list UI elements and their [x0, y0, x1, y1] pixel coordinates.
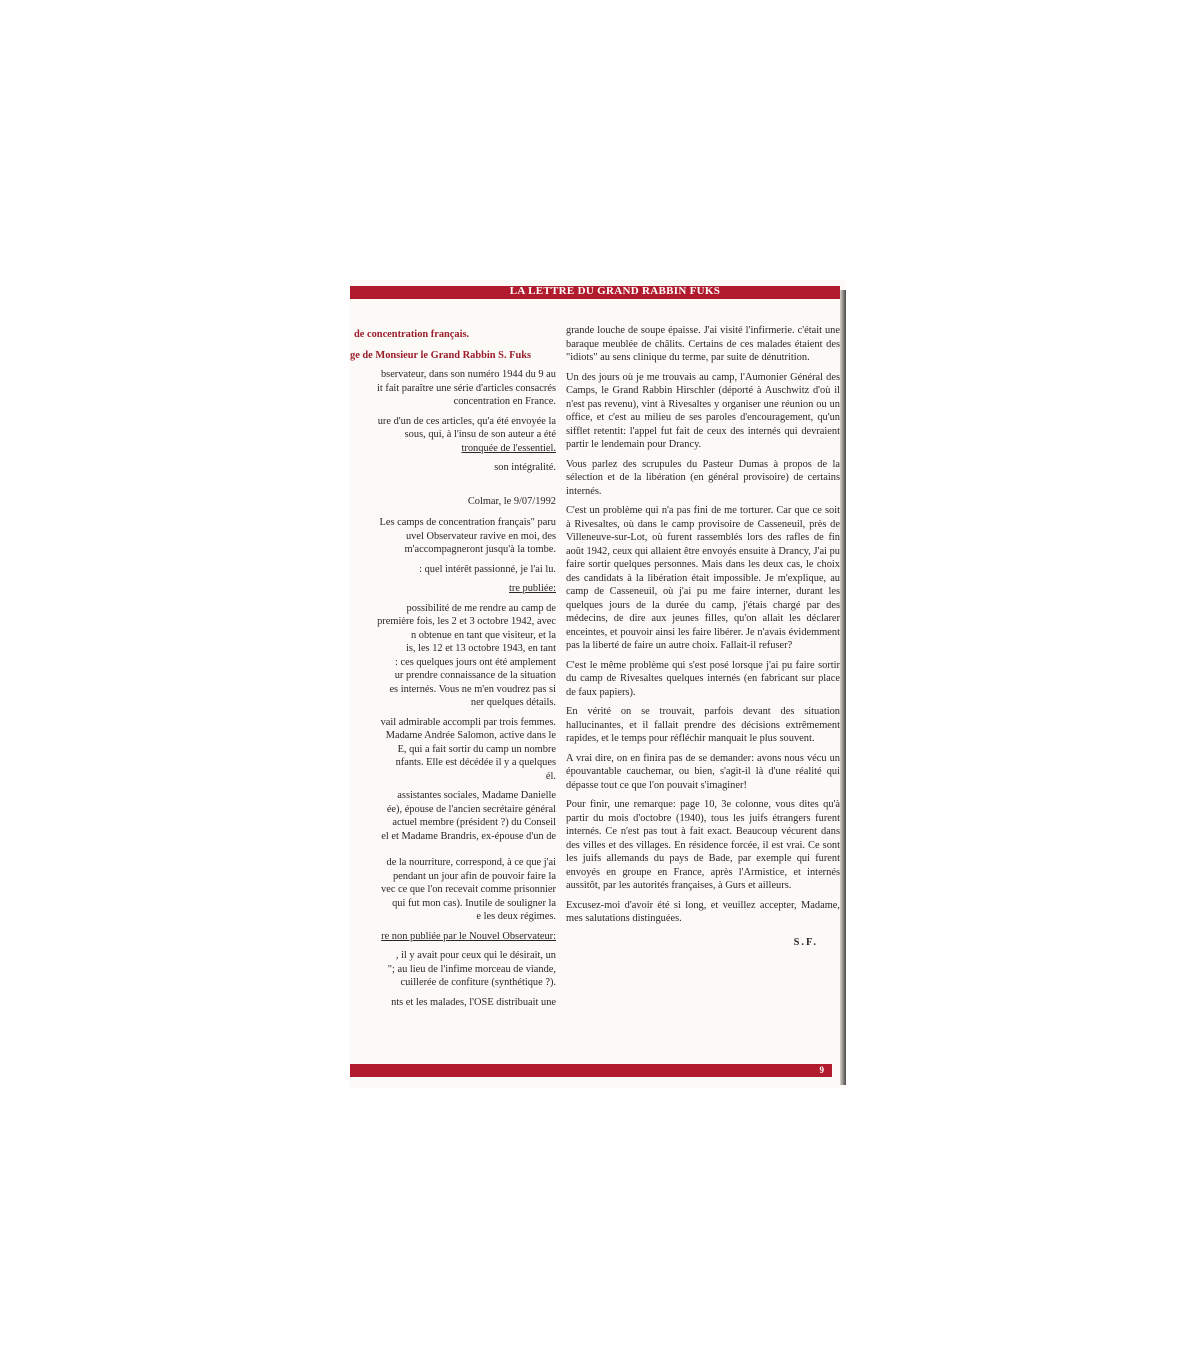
text-line: tronquée de l'essentiel. [461, 442, 556, 454]
text-line: sous, qui, à l'insu de son auteur a été [404, 429, 556, 440]
section-heading: de concentration français. [354, 329, 470, 340]
text-line: : ces quelques jours ont été amplement [394, 656, 556, 668]
text-line: actuel membre (président ?) du Conseil [392, 817, 556, 828]
text-line: son intégralité. [494, 462, 556, 473]
text-line: nts et les malades, l'OSE distribuait une [391, 996, 556, 1008]
paragraph [350, 415, 556, 456]
signature: S.F. [793, 936, 818, 948]
text-line: nfants. Elle est décédée il y a quelques [395, 757, 556, 768]
paragraph: C'est le même problème qui s'est posé lorsque j'ai pu faire sortir du camp de Rivesaltes quelques internés (en fabricant sur place de faux papiers). [566, 659, 840, 698]
section-subheading: ge de Monsieur le Grand Rabbin S. Fuks [350, 349, 532, 361]
text-line: vail admirable accompli par trois femmes. [380, 716, 556, 728]
text-line: concentration en France. [453, 396, 556, 407]
text-line: : quel intérêt passionné, je l'ai lu. [419, 563, 556, 575]
text-line: ée), épouse de l'ancien secrétaire général [386, 803, 556, 815]
paragraph [350, 949, 556, 990]
header-title: LA LETTRE DU GRAND RABBIN FUKS [509, 285, 721, 297]
paragraph [350, 716, 556, 784]
page-number: 9 [819, 1065, 824, 1075]
text-line: n obtenue en tant que visiteur, et la [410, 629, 556, 641]
text-line: E, qui a fait sortir du camp un nombre [397, 743, 556, 755]
text-line: it fait paraître une série d'articles consacrés [376, 382, 556, 394]
text-line: ure d'un de ces articles, qu'a été envoyée la [377, 415, 556, 427]
paragraph [350, 602, 556, 710]
text-line: bservateur, dans son numéro 1944 du 9 au [380, 369, 556, 380]
text-line: , il y avait pour ceux qui le désirait, un [395, 950, 556, 961]
paragraph: Un des jours où je me trouvais au camp, l'Aumonier Général des Camps, le Grand Rabbin Hirschler (déporté à Auschwitz d'où il n'est pas revenu), vint à Rivesaltes y organiser une réunion ou un office, et c'est au milieu de ses paroles d'encouragement, qu'un sifflet retentit: l'appel fut fait de ceux des internés qui devraient partir le lendemain pour Drancy. [566, 371, 840, 450]
text-line: "; au lieu de l'infime morceau de viande, [387, 963, 556, 975]
text-line: es internés. Vous ne m'en voudrez pas si [389, 683, 556, 695]
letter-date: Colmar, le 9/07/1992 [467, 495, 556, 507]
text-line: possibilité de me rendre au camp de [406, 602, 556, 614]
paragraph [350, 563, 556, 577]
paragraph [350, 368, 556, 409]
text-line: is, les 12 et 13 octobre 1943, en tant [405, 643, 556, 654]
magazine-page [350, 280, 846, 1088]
text-line: ner quelques détails. [470, 697, 556, 708]
text-line: él. [545, 770, 556, 782]
text-line: tre publiée: [508, 583, 556, 594]
text-line: de la nourriture, correspond, à ce que j'ai [386, 857, 556, 868]
paragraph: A vrai dire, on en finira pas de se demander: avons nous vécu un épouvantable cauchemar, ou bien, s'agit-il là d'une réalité qui dépasse tout ce que l'on pouvait s'imaginer! [566, 752, 840, 791]
text-line: re non publiée par le Nouvel Observateur: [381, 930, 556, 942]
text-line: m'accompagneront jusqu'à la tombe. [404, 544, 556, 555]
paragraph [350, 582, 556, 596]
paragraph [350, 516, 556, 557]
paragraph: Pour finir, une remarque: page 10, 3e colonne, vous dites qu'à partir du mois d'octobre (1940), tous les juifs étrangers furent internés. Ce n'est pas tout à fait exact. Beaucoup vécurent dans des villes et des villages. En résidence forcée, il est vrai. Ce sont les juifs allemands du pays de Bade, par exemple qui furent envoyés en groupe en France, après l'Armistice, et internés aussitôt, par les autorités françaises, à Gurs et ailleurs. [566, 799, 840, 891]
header-band [350, 286, 840, 299]
paragraph: Vous parlez des scrupules du Pasteur Dumas à propos de la sélection et de la libération (en général provisoire) de certains internés. [566, 458, 840, 497]
paragraph [350, 789, 556, 843]
text-line: cuillerée de confiture (synthétique ?). [400, 977, 556, 988]
text-line: vec ce que l'on recevait comme prisonnier [381, 884, 556, 895]
text-line: pendant un jour afin de pouvoir faire la [392, 870, 556, 882]
footer-band [350, 1064, 832, 1077]
paragraph [350, 996, 556, 1010]
text-line: première fois, les 2 et 3 octobre 1942, avec [377, 616, 556, 627]
paragraph [350, 461, 556, 475]
text-line: Madame Andrée Salomon, active dans le [385, 730, 556, 741]
page-spine-shadow [840, 290, 846, 1085]
paragraph: C'est un problème qui n'a pas fini de me torturer. Car que ce soit à Rivesaltes, où dans le camp provisoire de Casseneuil, près de Villeneuve-sur-Lot, où furent rassemblés lors des rafles de fin août 1942, ceux qui allaient être envoyés ensuite à Drancy, J'ai pu faire sortir quelques personnes. Mais dans les deux cas, le choix des candidats à la libération était impossible. Je m'explique, au camp de Casseneuil, où j'ai pu me faire interner, durant les quelques jours de la durée du camp, j'étais chargé par des médecins, de dire aux jeunes filles, qu'on allait les déclarer enceintes, et pouvoir ainsi les faire libérer. Je n'avais évidemment pas la liberté de faire un autre choix. Fallait-il refuser? [566, 505, 840, 651]
text-line: Les camps de concentration français" paru [379, 517, 556, 528]
text-line: ur prendre connaissance de la situation [394, 670, 556, 681]
text-line: el et Madame Brandris, ex-épouse d'un de [381, 830, 556, 842]
text-line: assistantes sociales, Madame Danielle [397, 790, 556, 801]
text-line: qui fut mon cas). Inutile de souligner la [392, 897, 556, 909]
text-line: e les deux régimes. [476, 911, 556, 922]
paragraph [350, 930, 556, 944]
right-column [566, 324, 840, 955]
paragraph: Excusez-moi d'avoir été si long, et veuillez accepter, Madame, mes salutations distinguées. [566, 899, 840, 924]
paragraph: En vérité on se trouvait, parfois devant des situation hallucinantes, et il fallait prendre des décisions extrêmement rapides, et le temps pour réfléchir manquait le plus souvent. [566, 706, 840, 744]
left-column [350, 328, 556, 1015]
paragraph [350, 856, 556, 924]
text-line: uvel Observateur ravive en moi, des [405, 530, 556, 542]
paragraph: grande louche de soupe épaisse. J'ai visité l'infirmerie. c'était une baraque meublée de châlits. Certains de ces malades étaient des "idiots" au sens clinique du terme, par suite de dénutrition. [566, 325, 840, 363]
